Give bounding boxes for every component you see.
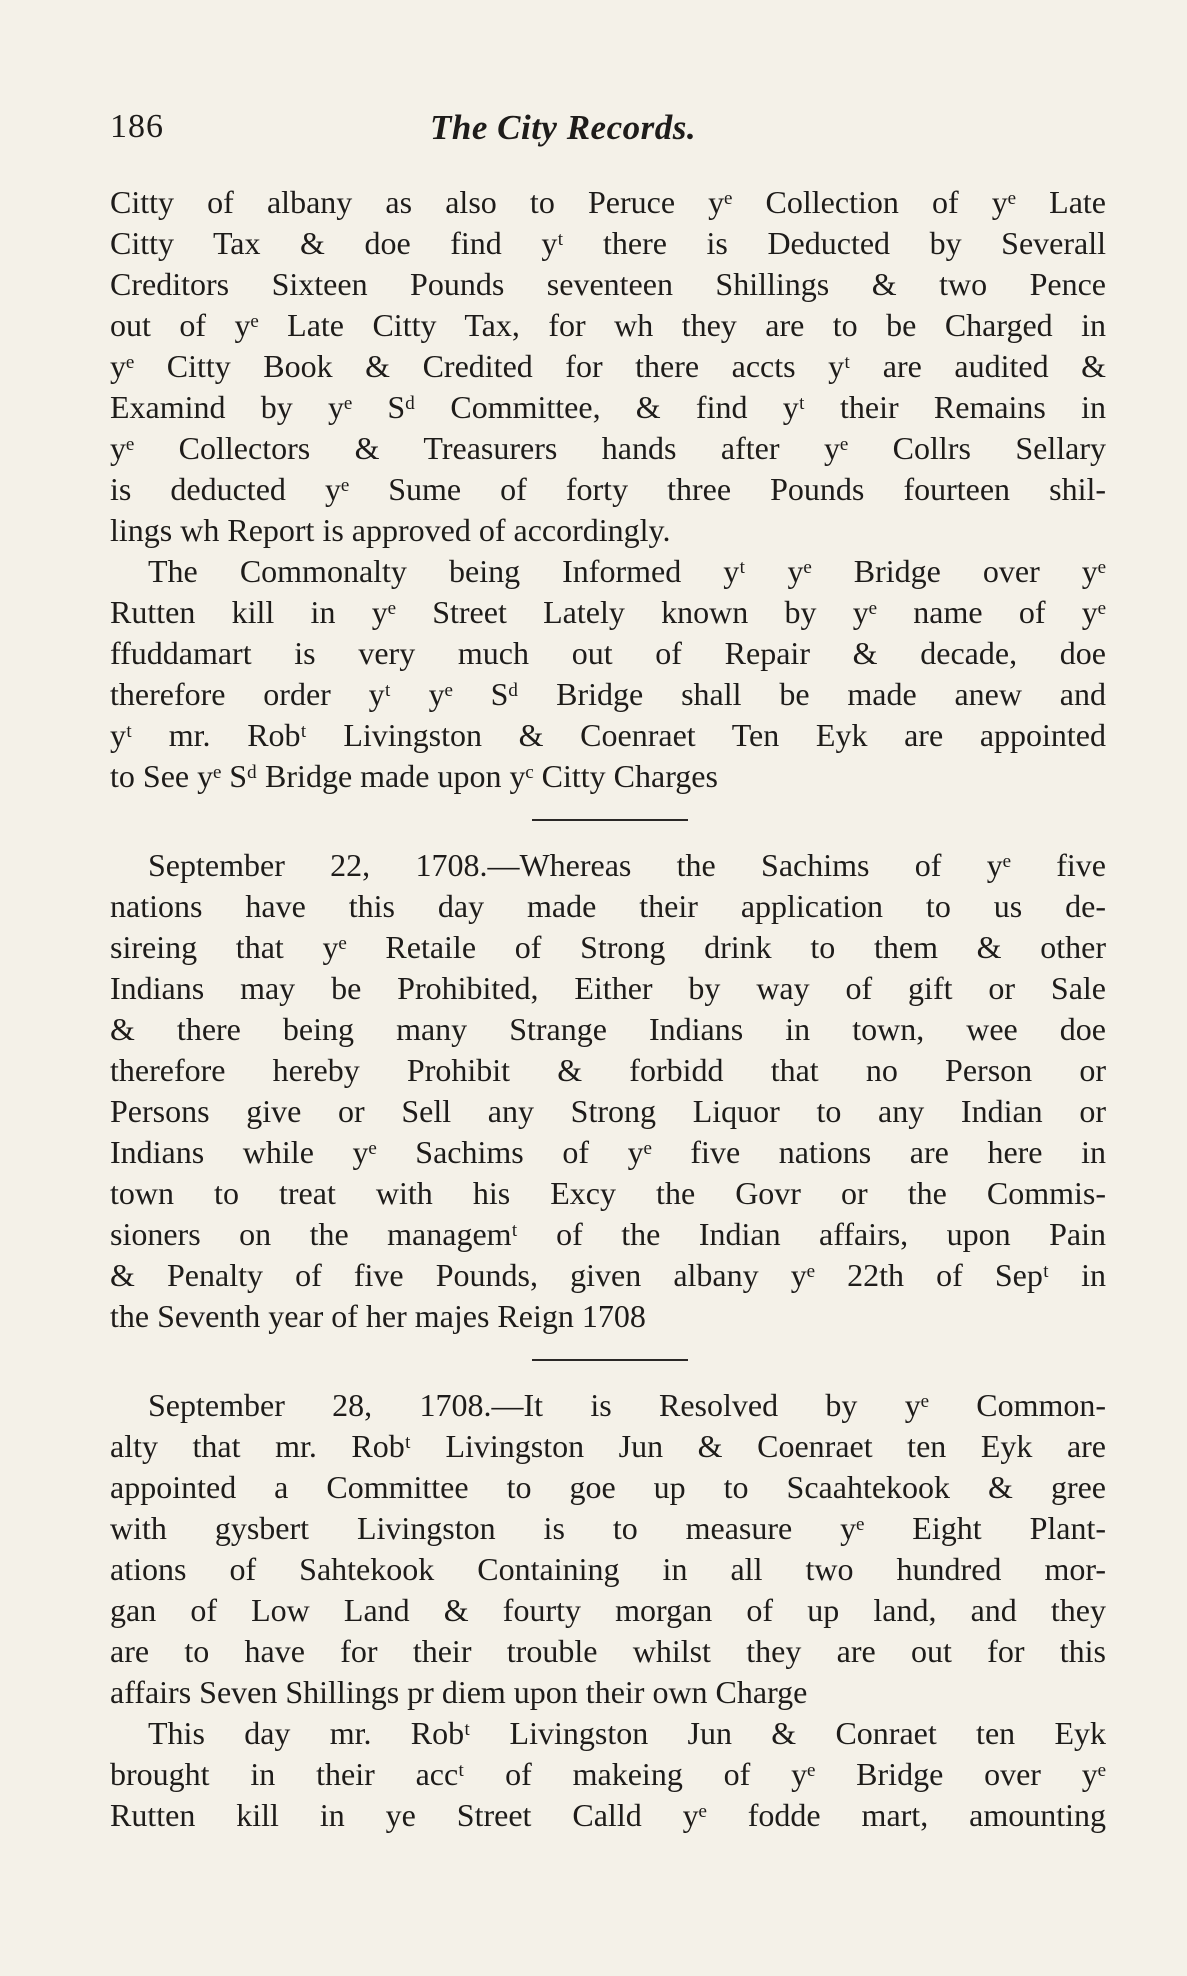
text-line: the Seventh year of her majes Reign 1708 [110,1298,646,1334]
text-line: therefore order yᵗ yᵉ Sᵈ Bridge shall be made anew and [110,676,1106,712]
text-line: Indians while yᵉ Sachims of yᵉ five nations are here in [110,1134,1106,1170]
running-title: The City Records. [430,108,697,147]
text-line: nations have this day made their application to us de- [110,888,1106,924]
text-line: appointed a Committee to goe up to Scaahtekook & gree [110,1469,1106,1505]
section-divider [110,797,1106,845]
text-line: Examind by yᵉ Sᵈ Committee, & find yᵗ their Remains in [110,389,1106,425]
text-line: to See yᵉ Sᵈ Bridge made upon yᶜ Citty Charges [110,758,718,794]
text-line: alty that mr. Robᵗ Livingston Jun & Coenraet ten Eyk are [110,1428,1106,1464]
text-line: affairs Seven Shillings pr diem upon their own Charge [110,1674,808,1710]
page-header [110,108,1106,158]
text-line: ations of Sahtekook Containing in all two hundred mor- [110,1551,1106,1587]
text-line: & Penalty of five Pounds, given albany yᵉ 22th of Sepᵗ in [110,1257,1106,1293]
text-line: lings wh Report is approved of accordingly. [110,512,671,548]
text-line: Persons give or Sell any Strong Liquor to any Indian or [110,1093,1106,1129]
text-line: with gysbert Livingston is to measure yᵉ Eight Plant- [110,1510,1106,1546]
text-line: yᵗ mr. Robᵗ Livingston & Coenraet Ten Eyk are appointed [110,717,1106,753]
text-line: Rutten kill in yᵉ Street Lately known by yᵉ name of yᵉ [110,594,1106,630]
section-divider [110,1337,1106,1385]
text-line: Citty Tax & doe find yᵗ there is Deducted by Severall [110,225,1106,261]
text-line: The Commonalty being Informed yᵗ yᵉ Bridge over yᵉ [148,553,1106,589]
text-line: are to have for their trouble whilst they are out for this [110,1633,1106,1669]
text-line: yᵉ Citty Book & Credited for there accts yᵗ are audited & [110,348,1106,384]
text-line: & there being many Strange Indians in town, wee doe [110,1011,1106,1047]
text-line: sioners on the managemᵗ of the Indian affairs, upon Pain [110,1216,1106,1252]
text-line: Indians may be Prohibited, Either by way of gift or Sale [110,970,1106,1006]
text-line: brought in their accᵗ of makeing of yᵉ Bridge over yᵉ [110,1756,1106,1792]
text-line: gan of Low Land & fourty morgan of up land, and they [110,1592,1106,1628]
text-line: town to treat with his Excy the Govr or the Commis- [110,1175,1106,1211]
text-line: September 28, 1708.—It is Resolved by yᵉ Common- [148,1387,1106,1423]
text-line: therefore hereby Prohibit & forbidd that no Person or [110,1052,1106,1088]
text-line: Rutten kill in ye Street Calld yᵉ fodde mart, amounting [110,1797,1106,1833]
text-line: sireing that yᵉ Retaile of Strong drink to them & other [110,929,1106,965]
text-line: Citty of albany as also to Peruce yᵉ Collection of yᵉ Late [110,184,1106,220]
page-body [110,182,1106,1836]
text-line: is deducted yᵉ Sume of forty three Pounds fourteen shil- [110,471,1106,507]
text-line: This day mr. Robᵗ Livingston Jun & Conraet ten Eyk [148,1715,1106,1751]
page-number: 186 [110,108,164,145]
text-line: yᵉ Collectors & Treasurers hands after yᵉ Collrs Sellary [110,430,1106,466]
text-line: ffuddamart is very much out of Repair & decade, doe [110,635,1106,671]
text-line: out of yᵉ Late Citty Tax, for wh they are to be Charged in [110,307,1106,343]
text-line: September 22, 1708.—Whereas the Sachims of yᵉ five [148,847,1106,883]
text-line: Creditors Sixteen Pounds seventeen Shillings & two Pence [110,266,1106,302]
